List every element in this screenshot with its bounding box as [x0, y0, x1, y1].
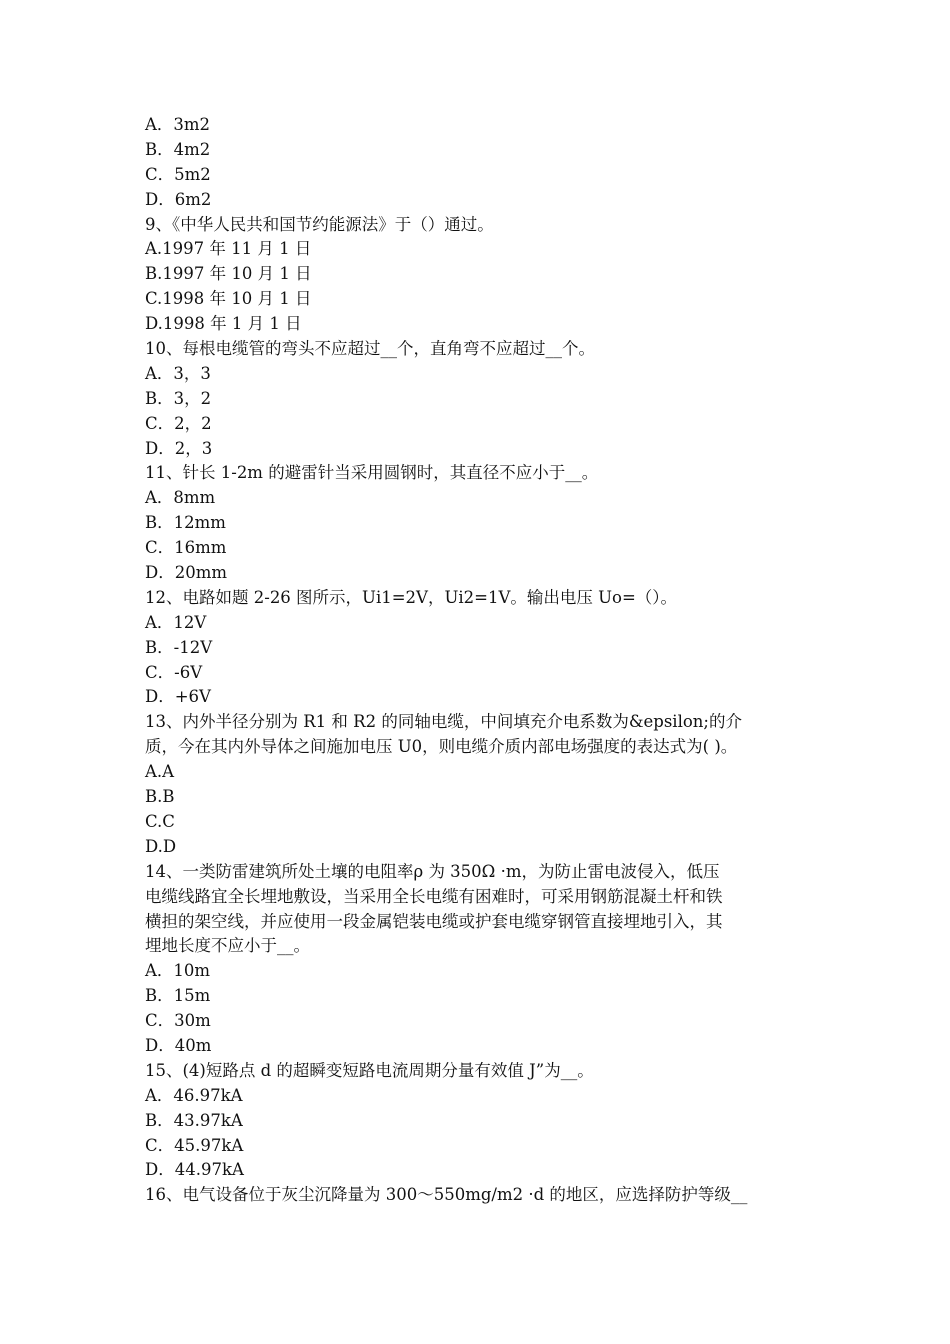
q15-stem: 15、(4)短路点 d 的超瞬变短路电流周期分量有效值 J”为__。 [145, 1060, 594, 1080]
q12-option-c: C．-6V [145, 662, 203, 682]
q9-option-b: B.1997 年 10 月 1 日 [145, 264, 312, 284]
document-body [145, 113, 810, 1208]
q14-option-c: C．30m [145, 1011, 211, 1031]
q13-option-c: C.C [145, 811, 175, 831]
q11-option-b: B．12mm [145, 513, 226, 533]
q8-option-c: C．5m2 [145, 164, 211, 184]
q14-stem-line-3: 横担的架空线，并应使用一段金属铠装电缆或护套电缆穿钢管直接埋地引入，其 [145, 911, 723, 931]
q11-option-d: D．20mm [145, 563, 228, 583]
q14-option-a: A．10m [145, 961, 211, 981]
q10-option-a: A．3，3 [145, 363, 211, 383]
q13-stem-line-1: 13、内外半径分别为 R1 和 R2 的同轴电缆，中间填充介电系数为&epsilon;的介 [145, 712, 742, 732]
q15-option-b: B．43.97kA [145, 1110, 243, 1130]
q13-option-d: D.D [145, 836, 177, 856]
q14-option-b: B．15m [145, 986, 211, 1006]
q15-option-a: A．46.97kA [145, 1085, 243, 1105]
q13-option-a: A.A [145, 762, 175, 782]
q10-stem: 10、每根电缆管的弯头不应超过__个，直角弯不应超过__个。 [145, 339, 595, 359]
q12-stem: 12、电路如题 2-26 图所示，Ui1=2V，Ui2=1V。输出电压 Uo=（）。 [145, 587, 678, 607]
q16-stem: 16、电气设备位于灰尘沉降量为 300～550mg/m2 ·d 的地区，应选择防护等级__ [145, 1185, 748, 1205]
q14-stem-line-1: 14、一类防雷建筑所处土壤的电阻率ρ 为 350Ω ·m，为防止雷电波侵入，低压 [145, 861, 720, 881]
q8-option-d: D．6m2 [145, 189, 212, 209]
q13-stem-line-2: 质，今在其内外导体之间施加电压 U0，则电缆介质内部电场强度的表达式为( )。 [145, 737, 738, 757]
q15-option-d: D．44.97kA [145, 1160, 244, 1180]
q11-option-a: A．8mm [145, 488, 216, 508]
q8-option-b: B．4m2 [145, 139, 211, 159]
q13-option-b: B.B [145, 787, 175, 807]
q14-stem-line-4: 埋地长度不应小于__。 [145, 936, 310, 956]
q9-option-a: A.1997 年 11 月 1 日 [145, 239, 312, 259]
q11-stem: 11、针长 1-2m 的避雷针当采用圆钢时，其直径不应小于__。 [145, 463, 599, 483]
q10-option-c: C．2，2 [145, 413, 212, 433]
q15-option-c: C．45.97kA [145, 1135, 244, 1155]
q8-option-a: A．3m2 [145, 115, 211, 134]
q9-option-d: D.1998 年 1 月 1 日 [145, 314, 302, 334]
q12-option-b: B．-12V [145, 637, 213, 657]
q11-option-c: C．16mm [145, 538, 227, 558]
q14-option-d: D．40m [145, 1035, 212, 1055]
q14-stem-line-2: 电缆线路宜全长埋地敷设，当采用全长电缆有困难时，可采用钢筋混凝土杆和铁 [145, 886, 723, 906]
q10-option-b: B．3，2 [145, 388, 212, 408]
q12-option-a: A．12V [145, 612, 207, 632]
q12-option-d: D．+6V [145, 687, 211, 707]
q10-option-d: D．2，3 [145, 438, 213, 458]
q9-stem: 9、《中华人民共和国节约能源法》于（）通过。 [145, 214, 494, 234]
q9-option-c: C.1998 年 10 月 1 日 [145, 289, 312, 309]
